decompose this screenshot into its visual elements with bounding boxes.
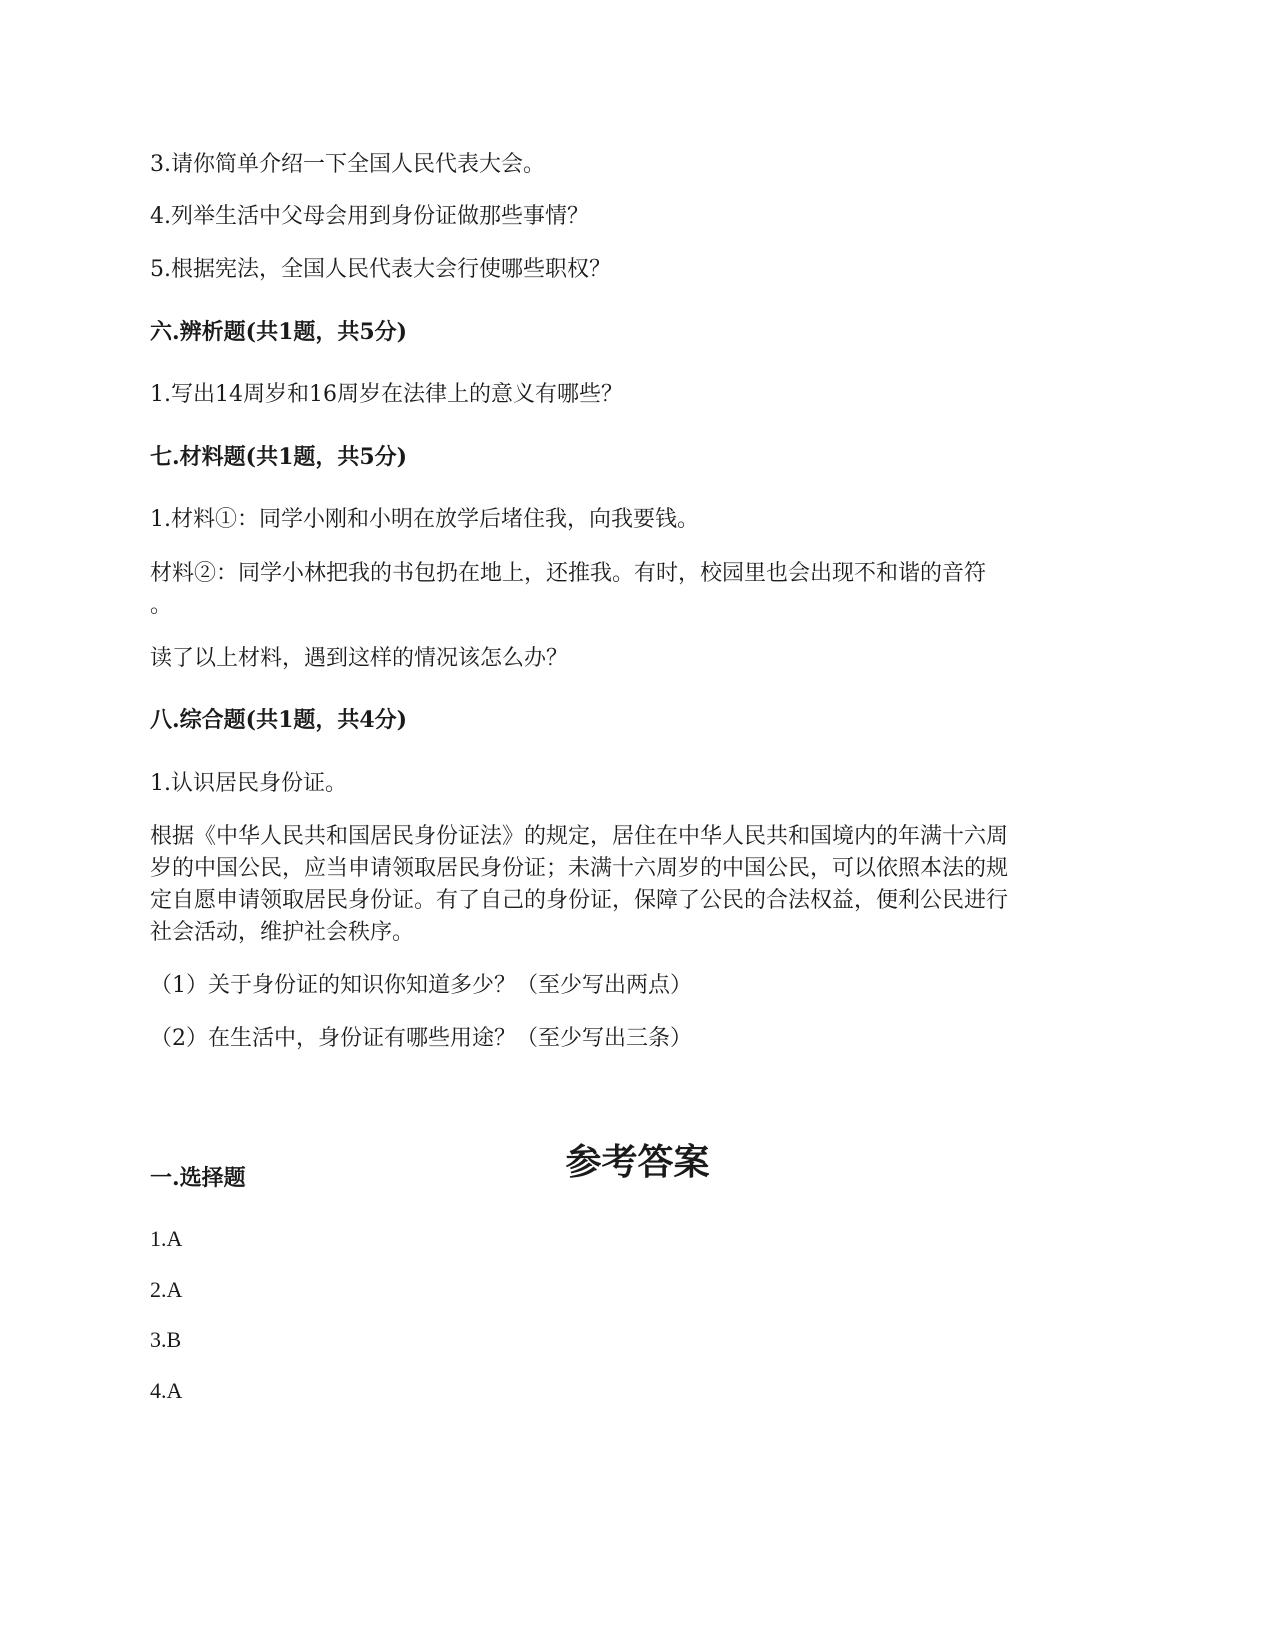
answer-item: 2.A <box>150 1277 183 1302</box>
answers-title: 参考答案 <box>565 1141 710 1183</box>
sub-question-2: （2）在生活中，身份证有哪些用途？（至少写出三条） <box>150 1026 692 1051</box>
passage-line: 社会活动，维护社会秩序。 <box>150 920 415 945</box>
material-2-line-2: 。 <box>150 593 173 618</box>
question-6-1: 1.写出14周岁和16周岁在法律上的意义有哪些？ <box>150 382 623 407</box>
question-5-3: 3.请你简单介绍一下全国人民代表大会。 <box>150 152 545 177</box>
material-question: 读了以上材料，遇到这样的情况该怎么办？ <box>150 646 569 671</box>
question-8-1: 1.认识居民身份证。 <box>150 771 347 796</box>
section-6-heading: 六.辨析题(共1题，共5分) <box>150 319 408 345</box>
sub-question-1: （1）关于身份证的知识你知道多少？（至少写出两点） <box>150 973 692 998</box>
answers-section-1-heading: 一.选择题 <box>150 1165 246 1191</box>
material-2-line-1: 材料②：同学小林把我的书包扔在地上，还推我。有时，校园里也会出现不和谐的音符 <box>150 561 987 586</box>
question-5-5: 5.根据宪法，全国人民代表大会行使哪些职权？ <box>150 257 611 282</box>
answer-item: 3.B <box>150 1327 182 1352</box>
passage-line: 岁的中国公民，应当申请领取居民身份证；未满十六周岁的中国公民，可以依照本法的规 <box>150 856 1009 881</box>
material-1: 1.材料①：同学小刚和小明在放学后堵住我，向我要钱。 <box>150 507 699 532</box>
answer-item: 1.A <box>150 1226 183 1251</box>
question-5-4: 4.列举生活中父母会用到身份证做那些事情？ <box>150 204 589 229</box>
passage-line: 根据《中华人民共和国居民身份证法》的规定，居住在中华人民共和国境内的年满十六周 <box>150 824 1009 849</box>
section-8-heading: 八.综合题(共1题，共4分) <box>150 707 408 733</box>
section-7-heading: 七.材料题(共1题，共5分) <box>150 444 408 470</box>
answer-item: 4.A <box>150 1378 183 1403</box>
passage-line: 定自愿申请领取居民身份证。有了自己的身份证，保障了公民的合法权益，便利公民进行 <box>150 888 1009 913</box>
